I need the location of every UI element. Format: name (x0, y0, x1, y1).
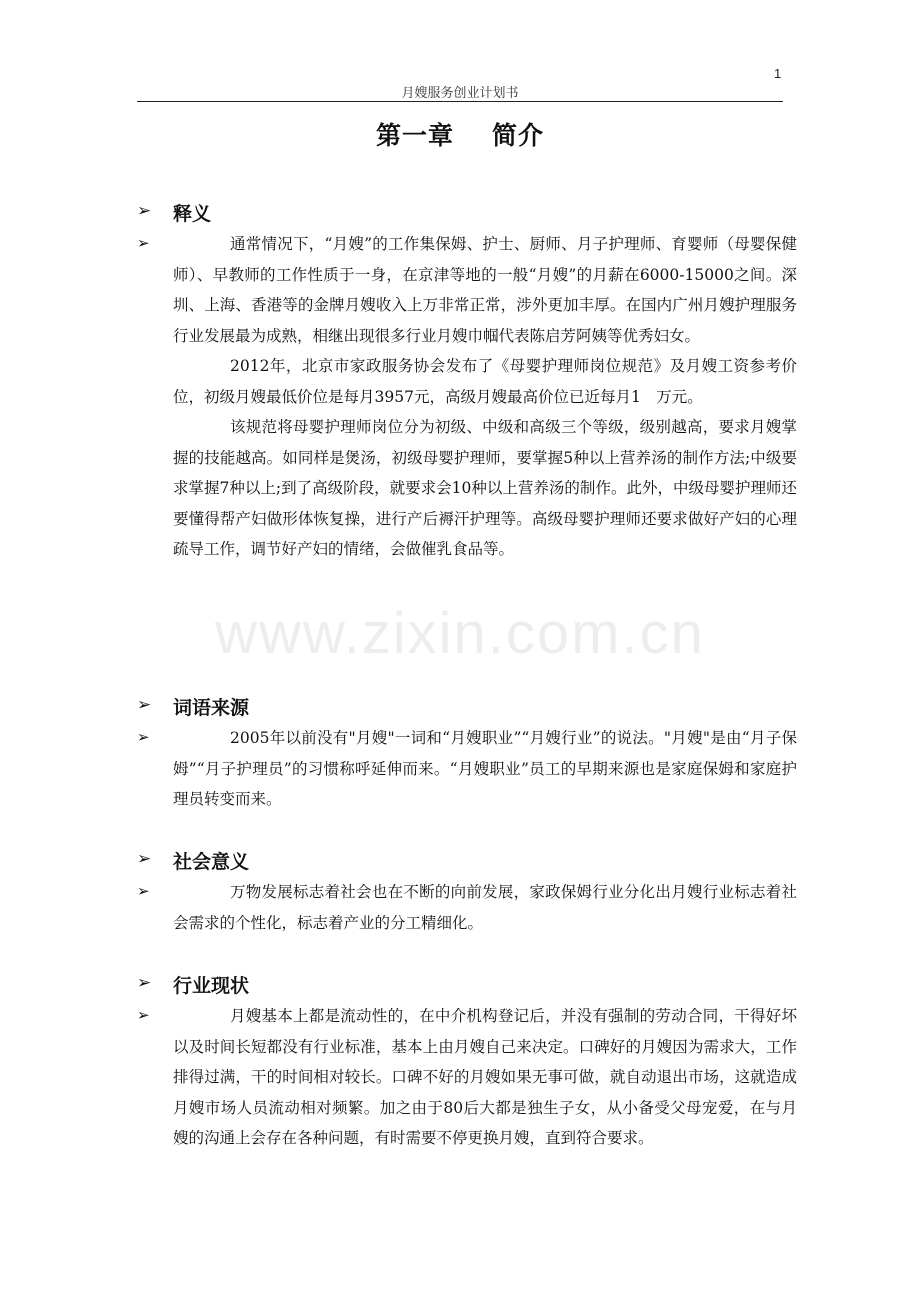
paragraph: 该规范将母婴护理师岗位分为初级、中级和高级三个等级，级别越高，要求月嫂掌握的技能越高。如同样是煲汤，初级母婴护理师，要掌握5种以上营养汤的制作方法;中级要求掌握7种以上;到了高级阶段，就要求会10种以上营养汤的制作。此外，中级母婴护理师还要懂得帮产妇做形体恢复操，进行产后褥汗护理等。高级母婴护理师还要求做好产妇的心理疏导工作，调节好产妇的情绪，会做催乳食品等。 (173, 418, 797, 558)
bullet-arrow-icon: ➢ (137, 849, 152, 869)
section-title: 行业现状 (173, 975, 250, 997)
page-number: 1 (774, 66, 782, 81)
chapter-number: 第一章 (375, 121, 454, 150)
bullet-arrow-icon: ➢ (137, 201, 152, 221)
section-word-origin (137, 693, 797, 815)
section-title: 词语来源 (173, 697, 250, 719)
watermark: www.zixin.com.cn (215, 601, 705, 666)
bullet-arrow-icon: ➢ (137, 728, 150, 746)
section-heading (137, 971, 797, 1001)
chapter-title (0, 116, 920, 152)
paragraph: 月嫂基本上都是流动性的，在中介机构登记后，并没有强制的劳动合同，干得好坏以及时间长短都没有行业标准，基本上由月嫂自己来决定。口碑好的月嫂因为需求大，工作排得过满，干的时间相对较长。口碑不好的月嫂如果无事可做，就自动退出市场，这就造成月嫂市场人员流动相对频繁。加之由于80后大都是独生子女，从小备受父母宠爱，在与月嫂的沟通上会存在各种问题，有时需要不停更换月嫂，直到符合要求。 (173, 1007, 797, 1147)
bullet-arrow-icon: ➢ (137, 882, 150, 900)
section-title: 释义 (173, 203, 212, 225)
chapter-name: 简介 (492, 121, 545, 150)
running-header: 月嫂服务创业计划书 (401, 86, 519, 101)
section-social-significance (137, 847, 797, 938)
header-divider (137, 101, 783, 102)
paragraph: 万物发展标志着社会也在不断的向前发展，家政保姆行业分化出月嫂行业标志着社会需求的个性化，标志着产业的分工精细化。 (173, 883, 797, 932)
section-heading (137, 847, 797, 877)
section-definition (137, 199, 797, 565)
section-heading (137, 199, 797, 229)
bullet-arrow-icon: ➢ (137, 973, 152, 993)
bullet-arrow-icon: ➢ (137, 695, 152, 715)
section-industry-status (137, 971, 797, 1154)
paragraph: 2012年，北京市家政服务协会发布了《母婴护理师岗位规范》及月嫂工资参考价位，初级月嫂最低价位是每月3957元，高级月嫂最高价位已近每月1 万元。 (173, 357, 797, 406)
paragraph: 2005年以前没有"月嫂"一词和“月嫂职业”“月嫂行业”的说法。"月嫂"是由“月子保姆”“月子护理员”的习惯称呼延伸而来。“月嫂职业”员工的早期来源也是家庭保姆和家庭护理员转变而来。 (173, 729, 797, 808)
section-heading (137, 693, 797, 723)
paragraph: 通常情况下，“月嫂”的工作集保姆、护士、厨师、月子护理师、育婴师（母婴保健师）、早教师的工作性质于一身，在京津等地的一般“月嫂”的月薪在6000-15000之间。深圳、上海、香港等的金牌月嫂收入上万非常正常，涉外更加丰厚。在国内广州月嫂护理服务行业发展最为成熟，相继出现很多行业月嫂巾帼代表陈启芳阿姨等优秀妇女。 (173, 235, 797, 345)
bullet-arrow-icon: ➢ (137, 234, 150, 252)
section-title: 社会意义 (173, 851, 250, 873)
bullet-arrow-icon: ➢ (137, 1006, 150, 1024)
